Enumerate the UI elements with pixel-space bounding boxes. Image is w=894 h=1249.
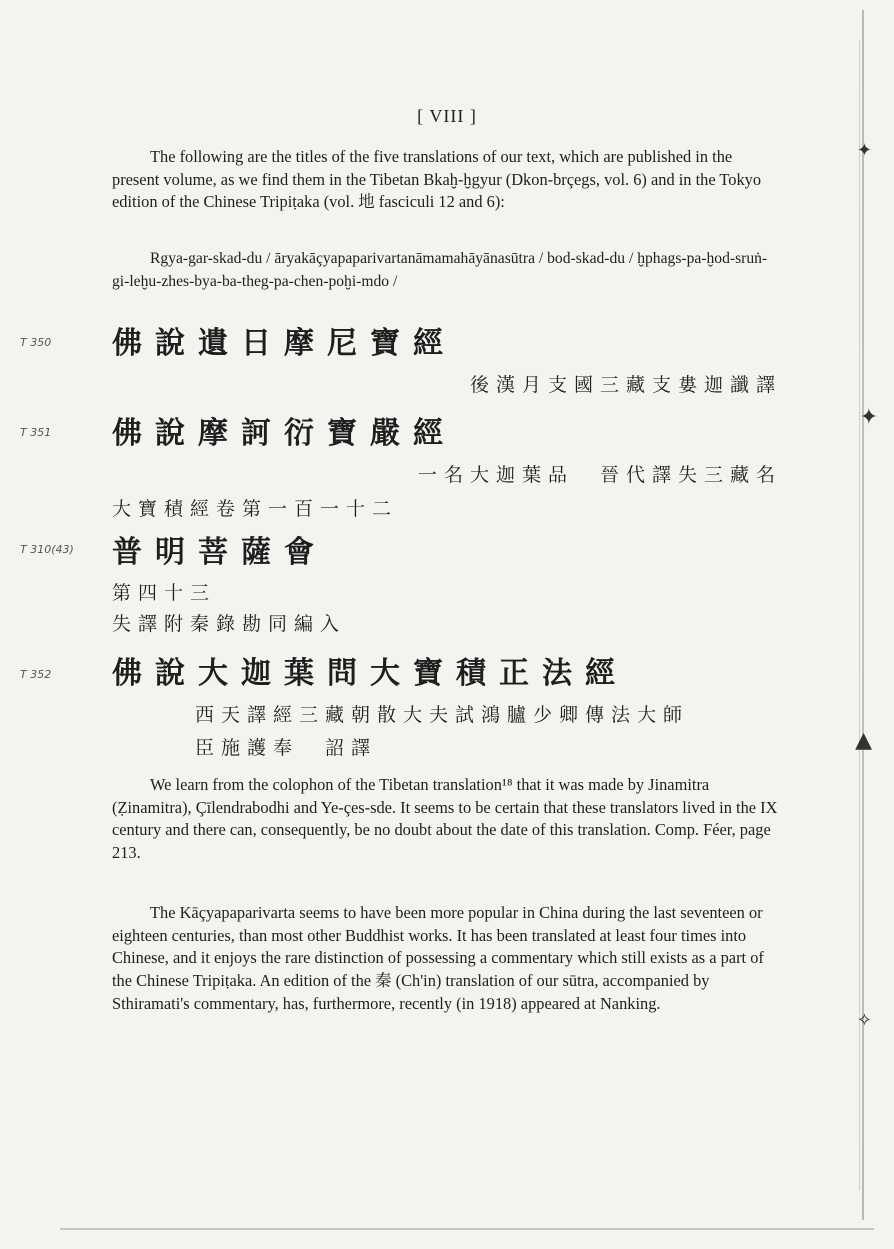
- page-edge-shadow: [862, 10, 864, 1220]
- translator-line: 失譯附秦錄勘同編入: [112, 613, 347, 635]
- paragraph-colophon: We learn from the colophon of the Tibetan translation¹⁸ that it was made by Jinamitra (Ẓinamitra), Çīlendrabodhi and Ye-çes-sde. It seems to be certain that these translators lived in the IX century and there can, consequently, be no doubt about the date of this translation. Comp. Féer, page 213.: [112, 775, 778, 863]
- binding-mark-icon: ✦: [859, 405, 878, 430]
- chinese-title: 佛說大迦葉問大寶積正法經: [112, 656, 628, 691]
- margin-note: T 310(43): [20, 543, 74, 556]
- margin-note: T 351: [20, 426, 52, 439]
- binding-mark-icon: ✦: [856, 140, 872, 161]
- tibetan-title: Rgya-gar-skad-du / āryakāçyapaparivartanāmamahāyānasūtra / bod-skad-du / ḫphags-pa-ḫod-sruṅ-gi-leḫu-zhes-bya-ba-theg-pa-chen-poḫi-mdo /: [112, 250, 768, 290]
- translator-line: 一名大迦葉品 晉代譯失三藏名: [417, 464, 782, 486]
- page-number: [ VIII ]: [417, 106, 477, 126]
- binding-mark-icon: ▲: [855, 728, 872, 753]
- translator-line: 後漢月支國三藏支婁迦讖譯: [469, 374, 782, 396]
- chinese-title: 佛說遺日摩尼寶經: [112, 326, 456, 361]
- chinese-title: 佛說摩訶衍寶嚴經: [112, 416, 456, 451]
- margin-note: T 352: [20, 668, 52, 681]
- intro-paragraph: The following are the titles of the five translations of our text, which are published in the present volume, as we find them in the Tibetan Bkaḫ-ḫgyur (Dkon-brçegs, vol. 6) and in the Tokyo edition of the Chinese Tripiṭaka (vol. 地 fasciculi 12 and 6):: [112, 147, 762, 212]
- fascicle-line: 大寶積經卷第一百一十二: [112, 498, 399, 520]
- paragraph-popularity: The Kāçyapaparivarta seems to have been more popular in China during the last seventeen or eighteen centuries, than most other Buddhist works. It has been translated at least four times into Chinese, and it enjoys the rare distinction of possessing a commentary which still exists as a part of the Chinese Tripiṭaka. An edition of the 秦 (Ch'in) translation of our sūtra, accompanied by Sthiramati's commentary, has, furthermore, recently (in 1918) appeared at Nanking.: [112, 903, 764, 1013]
- page-bottom-edge: [60, 1228, 874, 1230]
- translator-line: 西天譯經三藏朝散大夫試鴻臚少卿傳法大師: [195, 704, 690, 726]
- translator-line: 臣施護奉 詔譯: [195, 737, 378, 759]
- binding-mark-icon: ✧: [856, 1010, 872, 1031]
- margin-note: T 350: [20, 336, 52, 349]
- chinese-title: 普明菩薩會: [112, 535, 327, 570]
- assembly-number: 第四十三: [112, 582, 217, 604]
